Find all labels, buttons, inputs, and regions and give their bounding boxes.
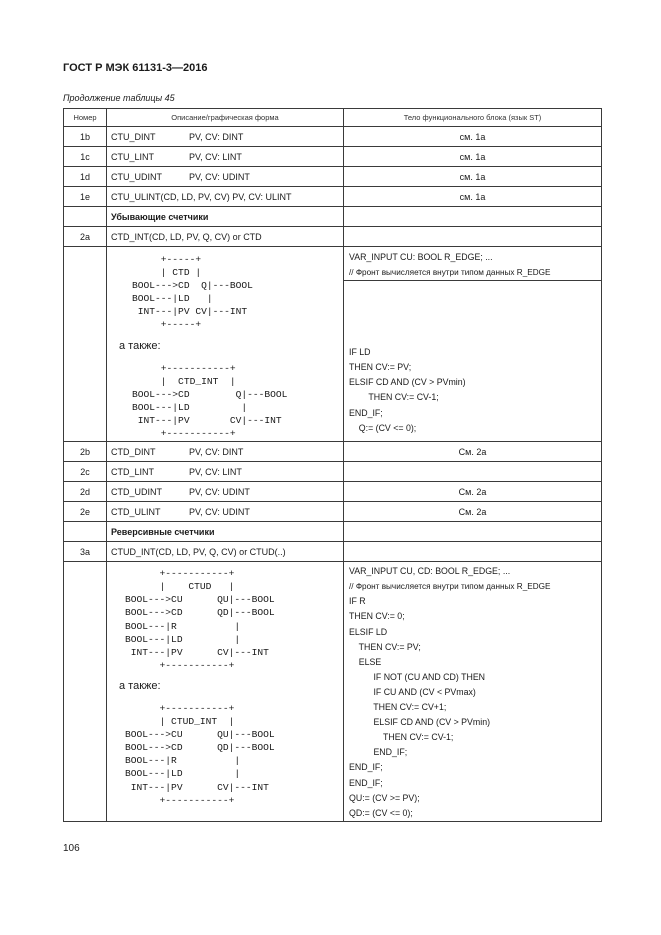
block-name: CTD_LINT <box>111 466 155 477</box>
row-number: 2b <box>64 442 107 462</box>
table-caption: Продолжение таблицы 45 <box>63 93 175 103</box>
table-row <box>64 167 602 187</box>
also-label: а также: <box>119 339 161 352</box>
st-line: QD:= (CV <= 0); <box>349 807 413 818</box>
row-number: 2d <box>64 482 107 502</box>
st-line: THEN CV:= CV-1; <box>349 732 454 743</box>
table-row <box>64 147 602 167</box>
section-row-down-counters <box>64 207 602 227</box>
st-line: END_IF; <box>349 747 408 758</box>
row-body: см. 1a <box>344 127 602 147</box>
st-comment-line: // Фронт вычисляется внутри типом данных R_EDGE <box>349 582 551 592</box>
block-params: PV, CV: DINT <box>189 131 244 142</box>
row-number: 1b <box>64 127 107 147</box>
st-line: THEN CV:= 0; <box>349 611 405 622</box>
table-row <box>64 227 602 247</box>
row-description <box>107 502 344 522</box>
table-row <box>64 542 602 562</box>
row-number: 1d <box>64 167 107 187</box>
row-number: 2c <box>64 462 107 482</box>
st-line: IF CU AND (CV < PVmax) <box>349 686 476 697</box>
st-line: END_IF; <box>349 777 383 788</box>
also-label: а также: <box>119 679 161 692</box>
table-row <box>64 442 602 462</box>
row-description <box>107 442 344 462</box>
block-name: CTD_DINT <box>111 446 156 457</box>
st-line: VAR_INPUT CU, CD: BOOL R_EDGE; ... <box>349 566 511 577</box>
block-params: PV, CV: UDINT <box>189 506 250 517</box>
row-number: 2a <box>64 227 107 247</box>
st-line: Q:= (CV <= 0); <box>349 422 417 433</box>
st-line: END_IF; <box>349 762 383 773</box>
row-description <box>107 167 344 187</box>
block-name: CTD_ULINT <box>111 506 161 517</box>
row-description: CTD_INT(CD, LD, PV, Q, CV) or CTD <box>107 227 344 247</box>
st-line: THEN CV:= CV-1; <box>349 392 439 403</box>
row-body: см. 1a <box>344 187 602 207</box>
row-number: 3a <box>64 542 107 562</box>
row-body: См. 2a <box>344 502 602 522</box>
table-row-ctd-detail <box>64 247 602 281</box>
column-header-body: Тело функционального блока (язык ST) <box>344 109 602 127</box>
block-params: PV, CV: UDINT <box>189 486 250 497</box>
row-body: См. 2a <box>344 482 602 502</box>
section-title: Реверсивные счетчики <box>107 522 344 542</box>
block-params: PV, CV: UDINT <box>189 171 250 182</box>
ctd-diagrams-cell <box>107 247 344 442</box>
st-line: ELSIF CD AND (CV > PVmin) <box>349 377 466 388</box>
row-description: CTU_ULINT(CD, LD, PV, CV) PV, CV: ULINT <box>107 187 344 207</box>
st-line: QU:= (CV >= PV); <box>349 792 420 803</box>
block-params: PV, CV: LINT <box>189 466 242 477</box>
row-description <box>107 127 344 147</box>
column-header-description: Описание/графическая форма <box>107 109 344 127</box>
ctd-st-body <box>344 281 602 442</box>
block-params: PV, CV: LINT <box>189 151 242 162</box>
st-line: THEN CV:= CV+1; <box>349 702 447 713</box>
table-row <box>64 187 602 207</box>
table-row-ctud-detail <box>64 562 602 822</box>
row-description <box>107 482 344 502</box>
ctud-int-block-diagram: +-----------+ | CTUD_INT | BOOL--->CU QU|---BOOL BOOL--->CD QD|---BOOL BOOL---|R | BOOL---|LD | INT---|PV CV|---INT +-----------+ <box>125 702 275 806</box>
st-line: END_IF; <box>349 407 383 418</box>
st-line: ELSIF LD <box>349 626 388 637</box>
st-line: THEN CV:= PV; <box>349 362 412 373</box>
function-block-table <box>63 108 602 822</box>
block-name: CTU_DINT <box>111 131 156 142</box>
row-body <box>344 462 602 482</box>
row-number: 1c <box>64 147 107 167</box>
column-header-number: Номер <box>64 109 107 127</box>
document-title: ГОСТ Р МЭК 61131-3—2016 <box>63 62 208 74</box>
table-row <box>64 482 602 502</box>
ctud-block-diagram: +-----------+ | CTUD | BOOL--->CU QU|---BOOL BOOL--->CD QD|---BOOL BOOL---|R | BOOL---|LD | INT---|PV CV|---INT +-----------+ <box>125 568 275 671</box>
section-title: Убывающие счетчики <box>107 207 344 227</box>
row-body: см. 1a <box>344 167 602 187</box>
st-line: VAR_INPUT CU: BOOL R_EDGE; ... <box>349 252 493 262</box>
row-number: 2e <box>64 502 107 522</box>
page-number: 106 <box>63 843 80 854</box>
st-comment-line: // Фронт вычисляется внутри типом данных R_EDGE <box>349 268 551 278</box>
st-line: ELSIF CD AND (CV > PVmin) <box>349 717 491 728</box>
block-name: CTU_UDINT <box>111 171 162 182</box>
ctd-block-diagram: +-----+ | CTD | BOOL--->CD Q|---BOOL BOOL---|LD | INT---|PV CV|---INT +-----+ <box>132 254 253 331</box>
table-row <box>64 462 602 482</box>
st-line: ELSE <box>349 656 382 667</box>
table-header-row <box>64 109 602 127</box>
block-params: PV, CV: DINT <box>189 446 244 457</box>
st-line: IF NOT (CU AND CD) THEN <box>349 671 486 682</box>
row-body: см. 1a <box>344 147 602 167</box>
row-description <box>107 147 344 167</box>
st-line: IF LD <box>349 347 371 358</box>
st-line: IF R <box>349 596 366 607</box>
row-description: CTUD_INT(CD, LD, PV, Q, CV) or CTUD(..) <box>107 542 344 562</box>
section-row-updown-counters <box>64 522 602 542</box>
table-row <box>64 502 602 522</box>
table-row <box>64 127 602 147</box>
row-number: 1e <box>64 187 107 207</box>
ctud-st-body <box>344 562 602 822</box>
ctd-int-block-diagram: +-----------+ | CTD_INT | BOOL--->CD Q|---BOOL BOOL---|LD | INT---|PV CV|---INT +-----------+ <box>132 362 288 440</box>
block-name: CTD_UDINT <box>111 486 162 497</box>
st-line: THEN CV:= PV; <box>349 641 421 652</box>
ctd-st-declaration <box>344 247 602 281</box>
row-description <box>107 462 344 482</box>
row-body: См. 2a <box>344 442 602 462</box>
ctud-diagrams-cell <box>107 562 344 822</box>
block-name: CTU_LINT <box>111 151 155 162</box>
